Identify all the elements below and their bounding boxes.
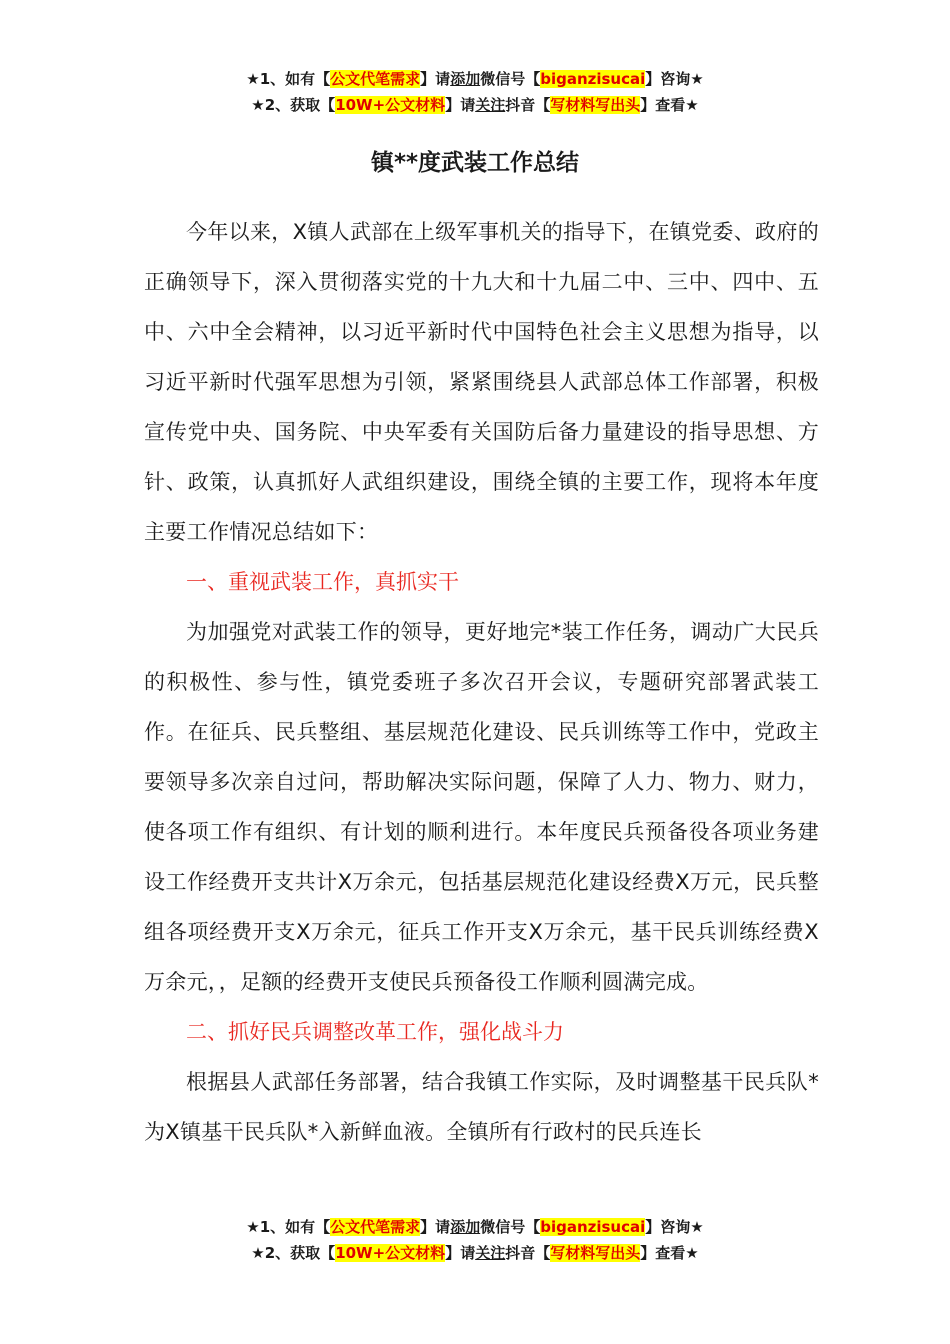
promo-underline: 添加 (450, 1218, 481, 1236)
intro-paragraph: 今年以来，X镇人武部在上级军事机关的指导下，在镇党委、政府的正确领导下，深入贯彻落实党的十九大和十九届二中、三中、四中、五中、六中全会精神，以习近平新时代中国特色社会主义思想为指导，以习近平新时代强军思想为引领，紧紧围绕县人武部总体工作部署，积极宣传党中央、国务院、中央军委有关国防后备力量建设的指导思想、方针、政策，认真抓好人武组织建设，围绕全镇的主要工作，现将本年度主要工作情况总结如下： (144, 220, 819, 544)
promo-text: 微信号【 (480, 70, 541, 88)
promo-text: 】请 (445, 96, 476, 114)
promo-text: 】查看★ (640, 96, 699, 114)
promo-highlight: 写材料写出头 (550, 96, 641, 114)
promo-highlight: 公文代笔需求 (330, 1218, 421, 1236)
promo-text: ★1、如有【 (246, 1218, 331, 1236)
promo-line-1 (0, 1214, 950, 1240)
promo-underline: 关注 (475, 1244, 506, 1262)
promo-text: 】请 (420, 70, 451, 88)
promo-line-1 (0, 66, 950, 92)
promo-highlight: 公文代笔需求 (330, 70, 421, 88)
promo-highlight: 写材料写出头 (550, 1244, 641, 1262)
promo-text: 】请 (445, 1244, 476, 1262)
promo-text: 抖音【 (505, 96, 551, 114)
bottom-promo-banner (0, 1214, 950, 1266)
section-2-paragraph: 根据县人武部任务部署，结合我镇工作实际，及时调整基干民兵队*为X镇基干民兵队*入新鲜血液。全镇所有行政村的民兵连长 (144, 1070, 819, 1144)
promo-text: 抖音【 (505, 1244, 551, 1262)
promo-text: ★2、获取【 (251, 96, 336, 114)
promo-text: 】查看★ (640, 1244, 699, 1262)
section-1-heading: 一、重视武装工作，真抓实干 (186, 570, 459, 594)
promo-highlight: 10W+公文材料 (335, 96, 446, 114)
promo-highlight: 10W+公文材料 (335, 1244, 446, 1262)
promo-text: ★2、获取【 (251, 1244, 336, 1262)
promo-text: ★1、如有【 (246, 70, 331, 88)
promo-text: 】咨询★ (645, 70, 704, 88)
promo-text: 】请 (420, 1218, 451, 1236)
promo-highlight: biganzisucai (540, 1218, 646, 1236)
promo-text: 】咨询★ (645, 1218, 704, 1236)
document-body (144, 207, 819, 1157)
promo-line-2 (0, 92, 950, 118)
promo-highlight: biganzisucai (540, 70, 646, 88)
top-promo-banner (0, 66, 950, 118)
promo-underline: 添加 (450, 70, 481, 88)
section-1-paragraph: 为加强党对武装工作的领导，更好地完*装工作任务，调动广大民兵的积极性、参与性，镇党委班子多次召开会议，专题研究部署武装工作。在征兵、民兵整组、基层规范化建设、民兵训练等工作中，党政主要领导多次亲自过问，帮助解决实际问题，保障了人力、物力、财力，使各项工作有组织、有计划的顺利进行。本年度民兵预备役各项业务建设工作经费开支共计X万余元，包括基层规范化建设经费X万元，民兵整组各项经费开支X万余元，征兵工作开支X万余元，基干民兵训练经费X万余元，，足额的经费开支使民兵预备役工作顺利圆满完成。 (144, 620, 819, 994)
promo-text: 微信号【 (480, 1218, 541, 1236)
promo-underline: 关注 (475, 96, 506, 114)
document-title: 镇**度武装工作总结 (370, 150, 580, 176)
promo-line-2 (0, 1240, 950, 1266)
section-2-heading: 二、抓好民兵调整改革工作，强化战斗力 (186, 1020, 564, 1044)
